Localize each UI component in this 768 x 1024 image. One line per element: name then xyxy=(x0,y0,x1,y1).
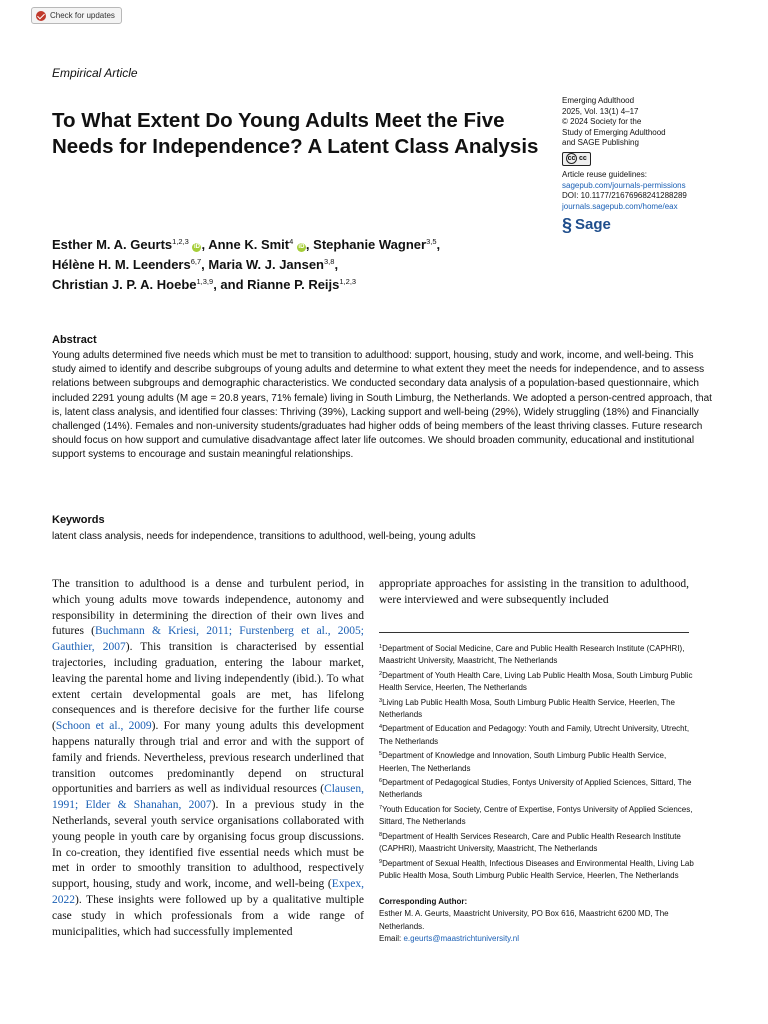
affiliation-item xyxy=(379,695,697,722)
author-affiliation-ref: 4 xyxy=(289,237,294,246)
author-affiliation-ref: 3,8 xyxy=(324,257,335,266)
citation-link[interactable]: Buchmann & Kriesi, 2011; Furstenberg et al., 2005; Gauthier, 2007 xyxy=(52,625,364,654)
citation-link[interactable]: Clausen, 1991; Elder & Shanahan, 2007 xyxy=(52,783,364,812)
affiliation-number: 5 xyxy=(379,751,383,758)
orcid-icon[interactable]: iD xyxy=(298,244,305,250)
citation-link[interactable]: Expex, 2022 xyxy=(52,878,364,906)
orcid-icon[interactable]: iD xyxy=(193,244,200,250)
author-name[interactable]: Stephanie Wagner xyxy=(313,237,427,252)
affiliation-text: Department of Knowledge and Innovation, South Limburg Public Health Service, Heerlen, The Netherlands xyxy=(379,751,667,773)
author-name[interactable]: Christian J. P. A. Hoebe xyxy=(52,277,197,292)
affiliation-number: 9 xyxy=(379,858,383,865)
abstract-text: Young adults determined five needs which must be met to transition to adulthood: support, housing, study and work, income, and well-being. This study aimed to identify and describe subgroups of young adults and determine to what extent they meet the needs for independence, and to assess relations between subgroups and demographic characteristics. We conducted secondary data analysis of a population-based questionnaire, which included 2291 young adults (M age = 20.8 years, 71% female) living in South Limburg, the Netherlands. We adopted a person-centred approach, that is, latent class analysis, and identified four classes: Thriving (39%), Lacking support and well-being (29%), Widely struggling (18%) and Financially challenged (14%). Females and non-university students/graduates had higher odds of being members of the least thriving classes. Future research should focus on how support and cumulative disadvantage affect later life outcomes. We should broaden community, educational and institutional support systems to encourage and sustain meaningful relationships. xyxy=(52,350,712,461)
affiliation-text: Department of Youth Health Care, Living Lab Public Health Mosa, South Limburg Public Health Service, Heerlen, The Netherlands xyxy=(379,670,693,693)
affiliation-number: 6 xyxy=(379,778,383,785)
abstract-heading: Abstract xyxy=(52,334,97,346)
article-title: To What Extent Do Young Adults Meet the Five Needs for Independence? A Latent Class Analysis xyxy=(52,109,539,158)
affiliation-text: Department of Social Medicine, Care and Public Health Research Institute (CAPHRI), Maastricht University, Maastricht, The Netherlands xyxy=(379,644,685,666)
keywords-text: latent class analysis, needs for independence, transitions to adulthood, well-being, young adults xyxy=(52,531,476,542)
copyright-line: © 2024 Society for the xyxy=(562,117,642,127)
affiliation-item xyxy=(379,721,697,748)
copyright-line: Study of Emerging Adulthood xyxy=(562,127,666,137)
body-text-run: ). This transition is characterised by essential trajectories, including graduation, entering the labour market, leaving the parental home and living independently (ibid.). To what extent certain developmental goals are met, has lifelong consequences and is therefore decisive for the further life course ( xyxy=(52,641,364,733)
affiliation-item xyxy=(379,641,697,668)
author-affiliation-ref: 3,5 xyxy=(426,237,437,246)
doi[interactable]: DOI: 10.1177/21676968241288289 xyxy=(562,191,687,201)
affiliation-number: 2 xyxy=(379,670,383,677)
permissions-link[interactable]: sagepub.com/journals-permissions xyxy=(562,180,686,190)
affiliation-text: Department of Health Services Research, Care and Public Health Research Institute (CAPHRI), Maastricht University, Maastricht, The Netherlands xyxy=(379,831,681,854)
check-for-updates-button[interactable] xyxy=(31,7,122,24)
author-list: Esther M. A. Geurts$^{1,2,3}$ iD , Anne K. Smit$^4$ iD , Stephanie Wagner$^{3,5}$, Hélène H. M. Leenders$^{6,7}$, Maria W. J. Jansen$^{3,8}$, Christian J. P. A. Hoebe$^{1,3,9}$, and Rianne P. Reijs$^{1,2,3}$ xyxy=(52,237,441,292)
citation-link[interactable]: Schoon et al., 2009 xyxy=(55,720,152,733)
affiliation-item xyxy=(379,856,697,883)
affiliation-text: Living Lab Public Health Mosa, South Limburg Public Health Service, Heerlen, The Netherlands xyxy=(379,697,675,720)
corresponding-address: Esther M. A. Geurts, Maastricht University, PO Box 616, Maastricht 6200 MD, The Netherlands. xyxy=(379,909,669,931)
check-updates-icon xyxy=(36,11,46,21)
sage-icon: § xyxy=(562,215,573,236)
keywords-heading: Keywords xyxy=(52,514,105,526)
affiliation-number: 7 xyxy=(379,804,383,811)
author-affiliation-ref: 1,2,3 xyxy=(172,237,189,246)
article-type: Empirical Article xyxy=(52,66,138,80)
copyright-line: and SAGE Publishing xyxy=(562,138,639,148)
email-label: Email: xyxy=(379,934,404,944)
body-text-run: The transition to adulthood is a dense and turbulent period, in which young adults move towards independence, autonomy and responsibility in determining the direction of their own lives and futures ( xyxy=(52,578,364,638)
email-link[interactable]: e.geurts@maastrichtuniversity.nl xyxy=(403,934,520,944)
author-affiliation-ref: 1,2,3 xyxy=(339,277,357,286)
publisher-logo[interactable] xyxy=(562,215,752,236)
affiliation-item xyxy=(379,668,697,695)
affiliation-text: Department of Pedagogical Studies, Fontys University of Applied Sciences, Sittard, The Netherlands xyxy=(379,778,692,800)
body-text-run: ). These insights were followed up by a qualitative multiple case study in which professionals from a wide range of municipalities, which had successfully implemented xyxy=(52,893,364,938)
footnote-divider xyxy=(379,632,689,633)
reuse-label: Article reuse guidelines: xyxy=(562,169,647,179)
body-text-left xyxy=(52,577,364,940)
journal-info xyxy=(562,96,752,236)
affiliations xyxy=(379,641,697,882)
body-text-run: ). In a previous study in the Netherlands, several youth service organisations collaborated with young people in youth care by organising focus group discussions. In co-creation, they identified five essential needs which must be met in order to smoothly transition to adulthood, respectively support, housing, study and work, income, and well-being ( xyxy=(52,799,364,891)
affiliation-number: 8 xyxy=(379,831,383,838)
affiliation-number: 4 xyxy=(379,724,383,731)
publisher-name: Sage xyxy=(575,216,611,234)
check-for-updates-label: Check for updates xyxy=(50,11,115,20)
author-name[interactable]: Rianne P. Reijs xyxy=(247,277,340,292)
affiliation-number: 3 xyxy=(379,697,383,704)
affiliation-text: Department of Education and Pedagogy: Youth and Family, Utrecht University, Utrecht, The Netherlands xyxy=(379,724,690,746)
author-affiliation-ref: 6,7 xyxy=(190,257,202,266)
corresponding-heading: Corresponding Author: xyxy=(379,897,468,906)
affiliation-item xyxy=(379,829,697,856)
journal-issue: 2025, Vol. 13(1) 4–17 xyxy=(562,106,639,116)
journal-home-link[interactable]: journals.sagepub.com/home/eax xyxy=(562,201,678,211)
license-label: cc xyxy=(579,154,587,162)
creative-commons-badge[interactable] xyxy=(562,152,591,166)
cc-icon: cc xyxy=(567,155,576,163)
author-name[interactable]: Anne K. Smit xyxy=(208,237,290,252)
author-name[interactable]: Hélène H. M. Leenders xyxy=(52,257,191,272)
author-name[interactable]: Maria W. J. Jansen xyxy=(208,257,324,272)
corresponding-author xyxy=(379,896,697,946)
affiliation-item xyxy=(379,748,697,775)
body-text-run: ). For many young adults this development happens naturally through trial and error and with the support of family and friends. Nevertheless, previous research underlined that transition outcomes predominantly depend on structural opportunities and barriers as well as individual resources ( xyxy=(52,720,364,796)
affiliation-item xyxy=(379,775,697,802)
author-affiliation-ref: 1,3,9 xyxy=(196,277,214,286)
affiliation-number: 1 xyxy=(379,644,383,650)
author-name[interactable]: Esther M. A. Geurts xyxy=(52,237,173,252)
affiliation-text: Youth Education for Society, Centre of Expertise, Fontys University of Applied Sciences, Sittard, The Netherlands xyxy=(379,804,693,827)
affiliation-text: Department of Sexual Health, Infectious Diseases and Environmental Health, Living Lab Public Health Mosa, South Limburg Public Health Service, Heerlen, The Netherlands xyxy=(379,858,694,880)
affiliation-item xyxy=(379,802,697,829)
body-text-right: appropriate approaches for assisting in the transition to adulthood, were interviewed and were subsequently included xyxy=(379,578,689,606)
journal-name: Emerging Adulthood xyxy=(562,96,635,105)
